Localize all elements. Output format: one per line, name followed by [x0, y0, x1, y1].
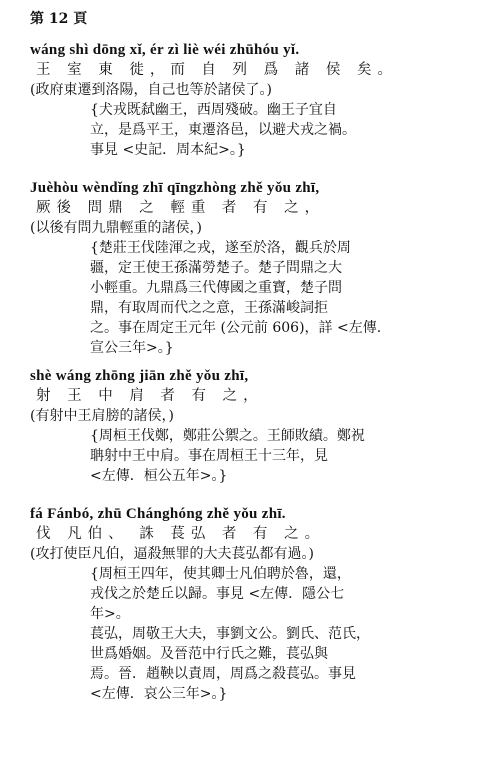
translation-line: (有射中王肩膀的諸侯，) — [30, 408, 174, 424]
pinyin-line: shè wáng zhōng jiān zhě yǒu zhī, — [30, 368, 249, 384]
translation-line: (攻打使臣凡伯，逼殺無罪的大夫萇弘都有過。) — [30, 546, 314, 562]
chinese-text-line: 厥後 問鼎 之 輕重 者 有 之， — [36, 200, 326, 216]
pinyin-line: Juèhòu wèndǐng zhī qīngzhòng zhě yǒu zhī, — [30, 180, 320, 196]
annotation-note: {周桓王四年，使其卿士凡伯聘於魯，還， 戎伐之於楚丘以歸。事見 <左傳．隱公七 年>。 萇弘，周敬王大夫，事劉文公。劉氏、范氏， 世爲婚姻。及晉范中行氏之難，萇弘與 焉。晉．趙鞅以責周，周爲之殺萇弘。事見 <左傳．哀公三年>。} — [90, 566, 370, 702]
chinese-text-line: 伐 凡伯、 誅 萇弘 者 有 之。 — [36, 526, 326, 542]
verse-section-1 — [30, 40, 490, 160]
verse-section-4 — [30, 504, 490, 704]
pinyin-line: fá Fánbó, zhū Chánghóng zhě yǒu zhī. — [30, 506, 286, 522]
annotation-note: {周桓王伐鄭，鄭莊公禦之。王師敗績。鄭祝 聃射中王中肩。事在周桓王十三年，見 <左傳．桓公五年>。} — [90, 428, 365, 484]
verse-section-3 — [30, 366, 490, 486]
pinyin-line: wáng shì dōng xǐ, ér zì liè wéi zhūhóu yǐ. — [30, 42, 300, 58]
translation-line: (政府東遷到洛陽，自己也等於諸侯了。) — [30, 82, 272, 98]
annotation-note: {犬戎既弑幽王，西周殘破。幽王子宜自 立，是爲平王，東遷洛邑，以避犬戎之禍。 事見 <史記．周本紀>。} — [90, 102, 356, 158]
chinese-text-line: 射 王 中 肩 者 有 之， — [36, 388, 264, 404]
page-number-header: 第 12 頁 — [30, 11, 88, 27]
verse-section-2 — [30, 178, 490, 358]
annotation-note: {楚莊王伐陸渾之戎，遂至於洛，觀兵於周 疆，定王使王孫滿勞楚子。楚子問鼎之大 小輕重。九鼎爲三代傳國之重寶，楚子問 鼎，有取周而代之之意，王孫滿峻詞拒 之。事在周定王元年 (公元前 606)，詳 <左傳. 宣公三年>。} — [90, 240, 382, 356]
chinese-text-line: 王 室 東 徙，而 自 列 爲 諸 侯 矣。 — [36, 62, 398, 78]
translation-line: (以後有問九鼎輕重的諸侯，) — [30, 220, 202, 236]
